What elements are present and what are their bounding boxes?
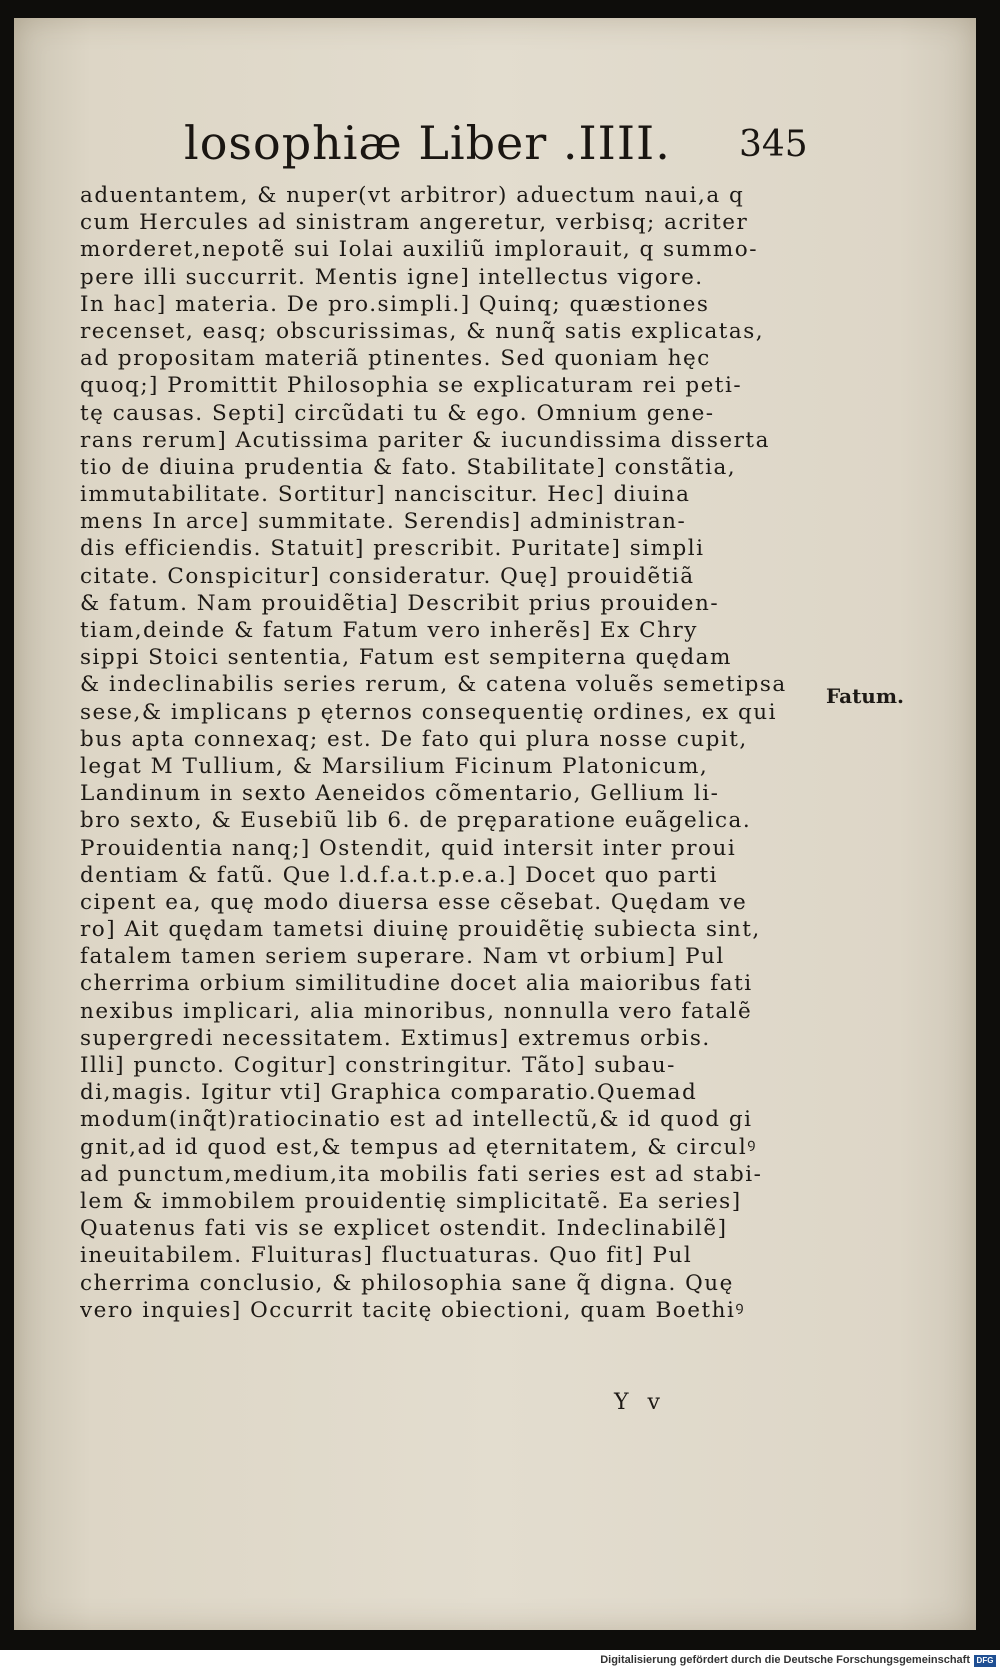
text-line: gnit,ad id quod est,& tempus ad ęternitatem, & circulꝰ <box>80 1134 757 1160</box>
margin-note: Fatum. <box>826 684 904 708</box>
text-line: mens In arce] summitate. Serendis] administran- <box>80 509 687 535</box>
signature-mark: Y v <box>614 1390 666 1415</box>
text-line: tiam,deinde & fatum Fatum vero inherẽs] Ex Chry <box>80 618 698 643</box>
text-line: ad propositam materiã ptinentes. Sed quoniam hęc <box>80 346 711 372</box>
running-head-title: losophiæ Liber .IIII. <box>184 116 671 170</box>
text-line: sippi Stoici sententia, Fatum est sempiterna quędam <box>80 645 732 671</box>
text-line: morderet,nepotẽ sui Iolai auxiliũ implorauit, q summo- <box>80 237 759 263</box>
text-line: ad punctum,medium,ita mobilis fati series est ad stabi- <box>80 1161 763 1187</box>
dfg-logo-icon: DFG <box>974 1655 996 1667</box>
text-line: In hac] materia. De pro.simpli.] Quinq; quæstiones <box>80 291 710 317</box>
text-line: fatalem tamen seriem superare. Nam vt orbium] Pul <box>80 944 725 970</box>
text-line: cherrima conclusio, & philosophia sane q̃ digna. Quę <box>80 1270 734 1296</box>
text-line: quoq;] Promittit Philosophia se explicaturam rei peti- <box>80 373 743 399</box>
text-line: supergredi necessitatem. Extimus] extremus orbis. <box>80 1025 711 1051</box>
text-line: modum(inq̃t)ratiocinatio est ad intellectũ,& id quod gi <box>80 1107 753 1133</box>
text-line: bro sexto, & Eusebiũ lib 6. de pręparatione euãgelica. <box>80 808 752 834</box>
text-line: sese,& implicans p ęternos consequentię ordines, ex qui <box>80 699 777 725</box>
text-line: Prouidentia nanq;] Ostendit, quid intersit inter proui <box>80 835 737 861</box>
page-number: 345 <box>739 124 808 165</box>
book-page <box>14 18 976 1630</box>
text-line: recenset, easq; obscurissimas, & nunq̃ satis explicatas, <box>80 318 765 344</box>
text-line: vero inquies] Occurrit tacitę obiectioni, quam Boethiꝰ <box>80 1297 746 1323</box>
text-line: pere illi succurrit. Mentis igne] intellectus vigore. <box>80 264 704 290</box>
text-line: & indeclinabilis series rerum, & catena voluẽs semetipsa <box>80 672 787 698</box>
funding-footer <box>0 1650 1000 1673</box>
text-line: Quatenus fati vis se explicet ostendit. Indeclinabilẽ] <box>80 1216 728 1242</box>
text-line: legat M Tullium, & Marsilium Ficinum Platonicum, <box>80 753 709 779</box>
text-line: Illi] puncto. Cogitur] constringitur. Tãto] subau- <box>80 1053 676 1078</box>
text-line: cherrima orbium similitudine docet alia maioribus fati <box>80 971 753 997</box>
running-head <box>14 116 976 186</box>
text-line: lem & immobilem prouidentię simplicitatẽ. Ea series] <box>80 1188 742 1214</box>
text-line: ineuitabilem. Fluituras] fluctuaturas. Quo fit] Pul <box>80 1243 693 1269</box>
text-line: dentiam & fatũ. Que l.d.f.a.t.p.e.a.] Docet quo parti <box>80 862 718 888</box>
funding-notice: Digitalisierung gefördert durch die Deutsche Forschungsgemeinschaft <box>600 1654 970 1666</box>
text-line: dis efficiendis. Statuit] prescribit. Puritate] simpli <box>80 536 705 562</box>
commentary-text <box>80 182 825 1324</box>
text-line: di,magis. Igitur vti] Graphica comparatio.Quemad <box>80 1080 698 1106</box>
text-line: Landinum in sexto Aeneidos cõmentario, Gellium li- <box>80 781 720 807</box>
text-line: aduentantem, & nuper(vt arbitror) aduectum naui,a q <box>80 183 745 208</box>
text-line: & fatum. Nam prouidẽtia] Describit prius prouiden- <box>80 590 720 616</box>
text-line: nexibus implicari, alia minoribus, nonnulla vero fatalẽ <box>80 998 753 1024</box>
text-line: cum Hercules ad sinistram angeretur, verbisq; acriter <box>80 210 749 236</box>
text-line: citate. Conspicitur] consideratur. Quę] prouidẽtiã <box>80 563 695 589</box>
text-line: bus apta connexaq; est. De fato qui plura nosse cupit, <box>80 726 748 752</box>
text-line: ro] Ait quędam tametsi diuinę prouidẽtię subiecta sint, <box>80 917 761 943</box>
text-line: tio de diuina prudentia & fato. Stabilitate] constãtia, <box>80 454 737 480</box>
text-line: cipent ea, quę modo diuersa esse cẽsebat. Quędam ve <box>80 889 748 915</box>
text-line: rans rerum] Acutissima pariter & iucundissima disserta <box>80 427 770 453</box>
text-line: immutabilitate. Sortitur] nanciscitur. Hec] diuina <box>80 482 691 508</box>
text-line: tę causas. Septi] circũdati tu & ego. Omnium gene- <box>80 400 715 426</box>
